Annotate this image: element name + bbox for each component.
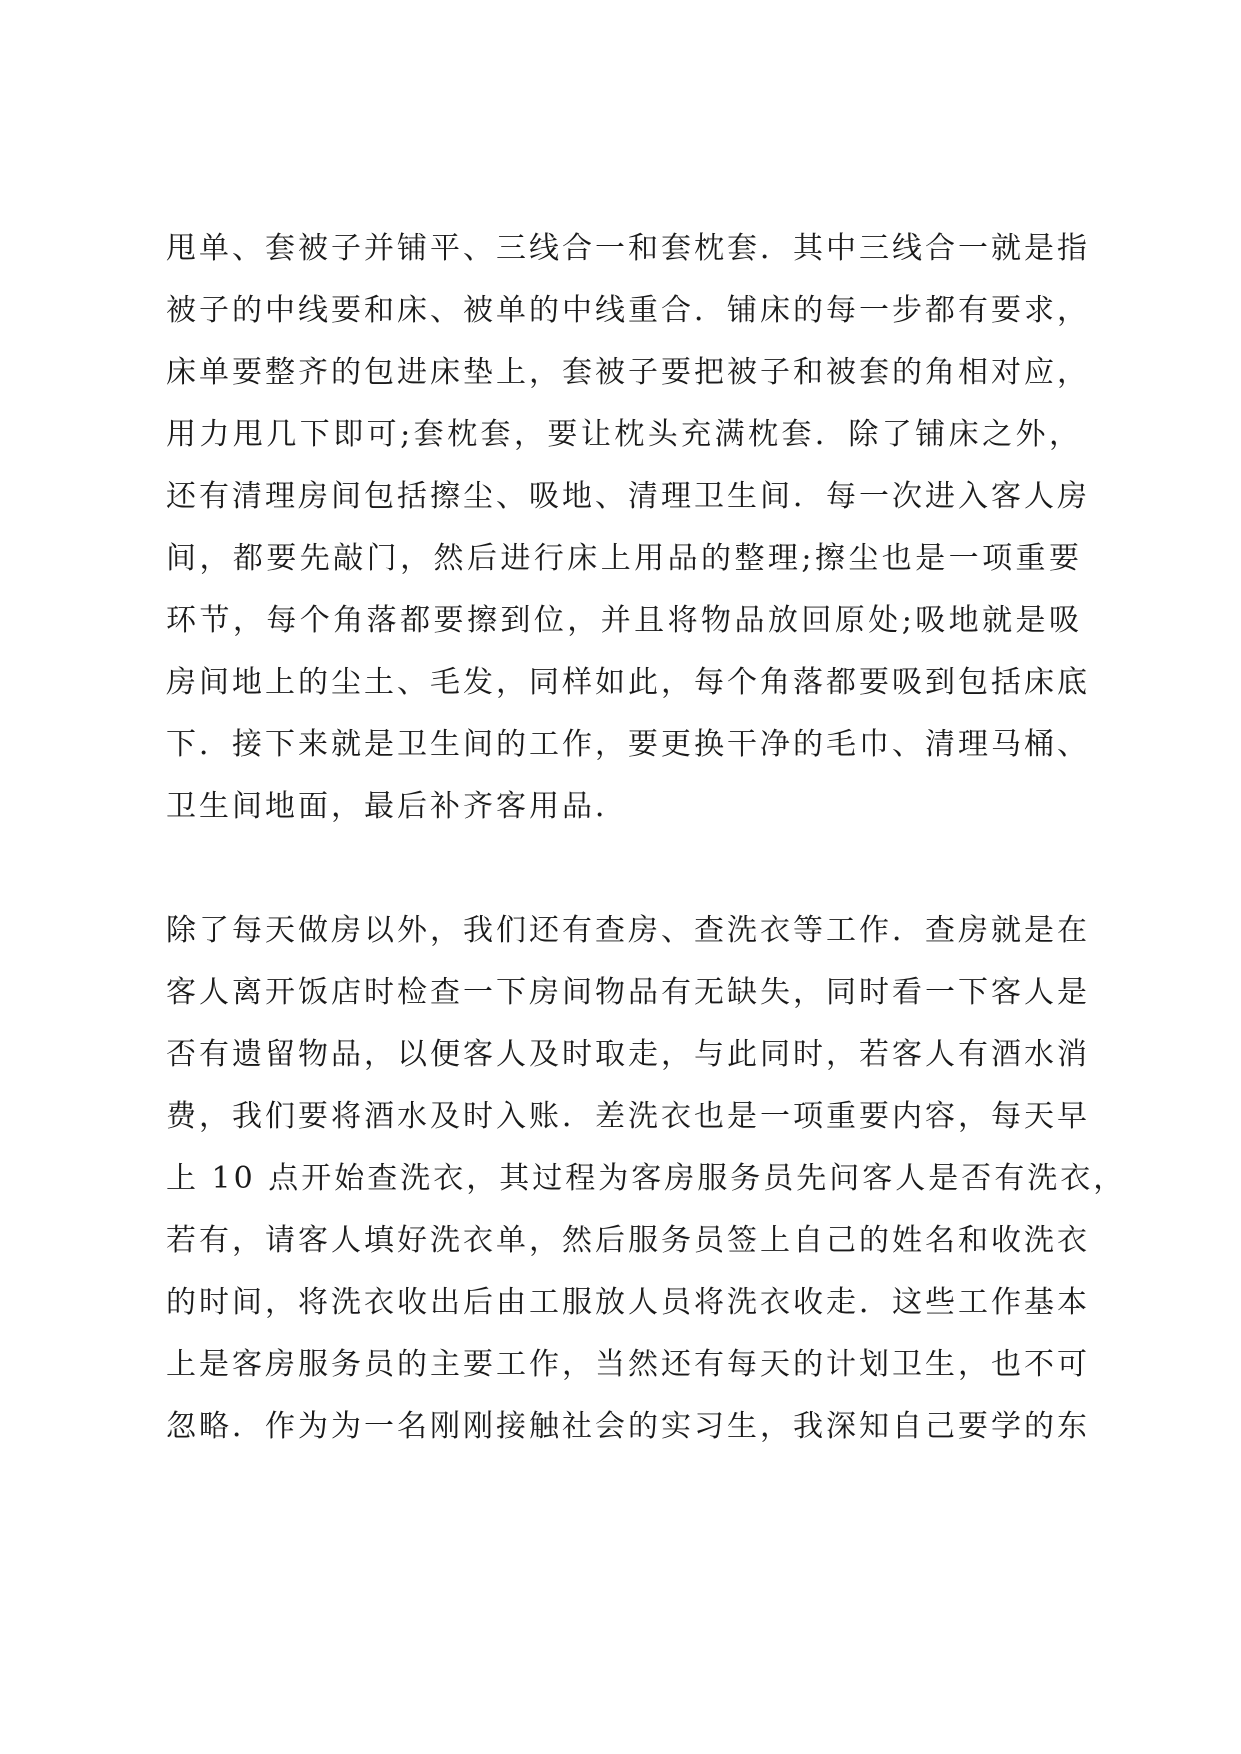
text-line: 下．接下来就是卫生间的工作，要更换干净的毛巾、清理马桶、 <box>166 727 1090 762</box>
text-line: 客人离开饭店时检查一下房间物品有无缺失，同时看一下客人是 <box>166 975 1090 1010</box>
text-line: 间，都要先敲门，然后进行床上用品的整理;擦尘也是一项重要 <box>166 541 1082 576</box>
text-line-last: 卫生间地面，最后补齐客用品． <box>166 789 628 824</box>
text-line: 甩单、套被子并铺平、三线合一和套枕套．其中三线合一就是指 <box>166 231 1090 266</box>
text-line: 还有清理房间包括擦尘、吸地、清理卫生间．每一次进入客人房 <box>166 479 1090 514</box>
text-line: 费，我们要将酒水及时入账．差洗衣也是一项重要内容，每天早 <box>166 1099 1090 1134</box>
text-line: 若有，请客人填好洗衣单，然后服务员签上自己的姓名和收洗衣 <box>166 1223 1090 1258</box>
text-line: 房间地上的尘土、毛发，同样如此，每个角落都要吸到包括床底 <box>166 665 1090 700</box>
text-line: 除了每天做房以外，我们还有查房、查洗衣等工作．查房就是在 <box>166 913 1090 948</box>
text-line: 环节，每个角落都要擦到位，并且将物品放回原处;吸地就是吸 <box>166 603 1082 638</box>
text-line: 用力甩几下即可;套枕套，要让枕头充满枕套．除了铺床之外， <box>166 417 1082 452</box>
text-line: 否有遗留物品，以便客人及时取走，与此同时，若客人有酒水消 <box>166 1037 1090 1072</box>
paragraph-room-cleaning <box>166 218 1090 838</box>
text-line: 的时间，将洗衣收出后由工服放人员将洗衣收走．这些工作基本 <box>166 1285 1090 1320</box>
text-line: 忽略．作为为一名刚刚接触社会的实习生，我深知自己要学的东 <box>166 1409 1090 1444</box>
paragraph-room-inspection <box>166 900 1127 1458</box>
text-line: 上 10 点开始查洗衣，其过程为客房服务员先问客人是否有洗衣， <box>166 1161 1127 1196</box>
text-line: 床单要整齐的包进床垫上，套被子要把被子和被套的角相对应， <box>166 355 1090 390</box>
text-line: 被子的中线要和床、被单的中线重合．铺床的每一步都有要求， <box>166 293 1090 328</box>
text-line: 上是客房服务员的主要工作，当然还有每天的计划卫生，也不可 <box>166 1347 1090 1382</box>
